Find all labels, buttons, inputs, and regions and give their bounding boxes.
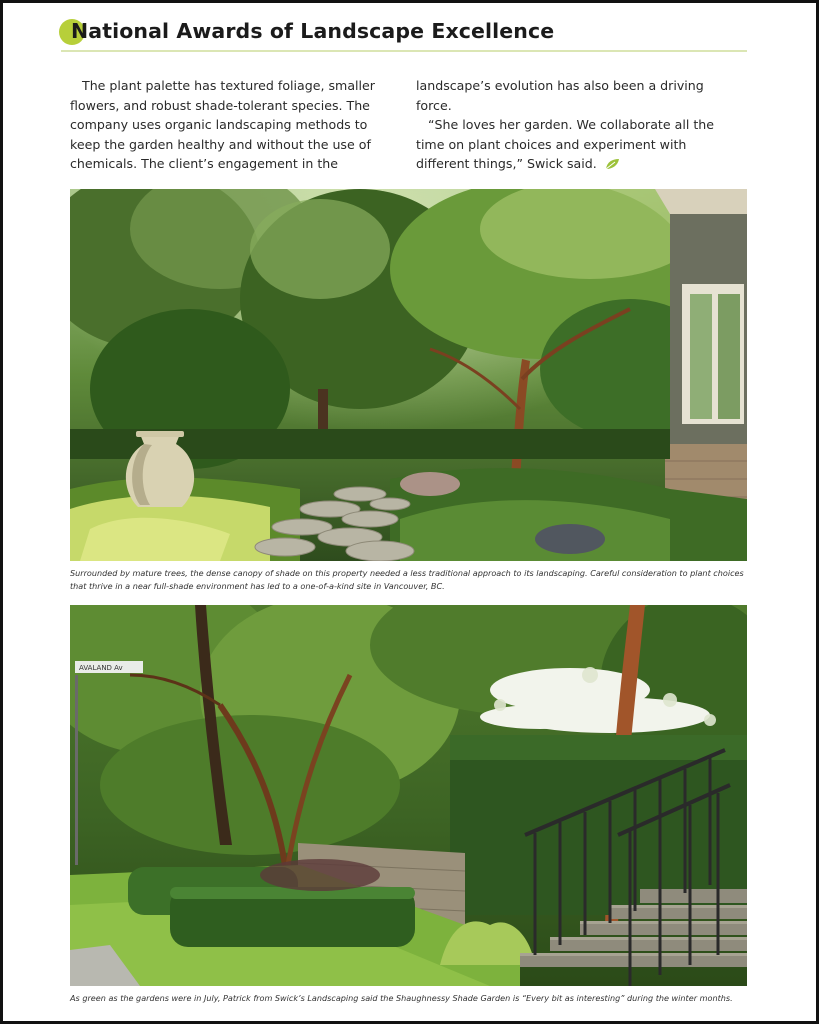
paragraph-text: The plant palette has textured foliage, smaller flowers, and robust shade-tolerant species. The company uses organic landscaping methods to keep the garden healthy and without the use of chemicals. The client’s engagement in the — [70, 78, 375, 171]
paragraph-text: landscape’s evolution has also been a driving force. — [416, 78, 704, 113]
body-paragraph — [70, 76, 388, 174]
shade-garden-path-photo — [70, 189, 747, 561]
body-column-left — [70, 76, 388, 174]
body-paragraph — [416, 115, 734, 176]
street-sign-text: AVALAND Av — [79, 664, 123, 672]
page-title: National Awards of Landscape Excellence — [71, 19, 555, 43]
title-divider — [61, 50, 747, 52]
body-paragraph — [416, 76, 734, 115]
garden-steps-hedges-photo — [70, 605, 747, 986]
quote-text: “She loves her garden. We collaborate all the time on plant choices and experiment with different things,” Swick said. — [416, 117, 715, 171]
photo-caption: Surrounded by mature trees, the dense canopy of shade on this property needed a less traditional approach to its landscaping. Careful consideration to plant choices that thrive in a near full-shade environment has led to a one-of-a-kind site in Vancouver, BC. — [70, 568, 744, 591]
body-column-right — [416, 76, 734, 176]
leaf-icon — [605, 156, 620, 176]
photo-caption: As green as the gardens were in July, Patrick from Swick’s Landscaping said the Shaughnessy Shade Garden is “Every bit as interesting” during the winter months. — [70, 993, 733, 1003]
title-block — [59, 17, 749, 53]
